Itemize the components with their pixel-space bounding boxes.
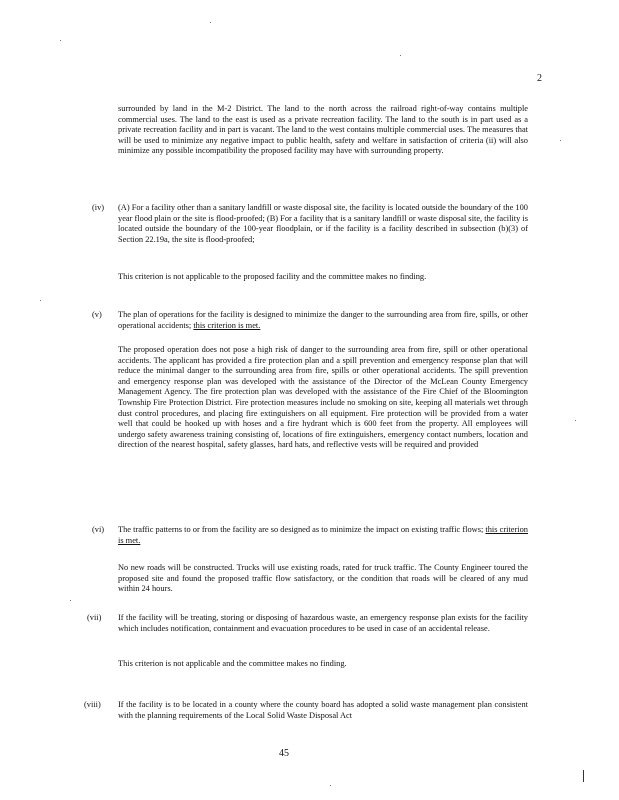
criterion-text-vi-body: The traffic patterns to or from the facility are so designed as to minimize the impact on existing traffic flows; [118, 525, 484, 534]
scan-speck [210, 22, 211, 23]
criterion-met-v: this criterion is met. [193, 320, 261, 330]
criterion-finding-v: The proposed operation does not pose a high risk of danger to the surrounding area from fire, spill or other operational accidents. The applicant has provided a fire protection plan and a spill prevention and emergency response plan that will reduce the minimal danger to the surrounding area from fire, spills or other operational accidents. The spill prevention and emergency response plan was developed with the assistance of the Director of the McLean County Emergency Management Agency. The fire protection plan was developed with the assistance of the Fire Chief of the Bloomington Township Fire Protection District. Fire protection measures include no smoking on site, keeping all materials wet through dust control procedures, and placing fire extinguishers on all equipment. Fire protection will be provided from a water well that could be hooked up with hoses and a fire hydrant which is 600 feet from the property. All employees will undergo safety awareness training consisting of, locations of fire extinguishers, emergency contact numbers, location and direction of the nearest hospital, safety glasses, hard hats, and reflective vests will be required and provided [118, 345, 528, 450]
intro-paragraph: surrounded by land in the M-2 District. The land to the north across the railroad right-of-way contains multiple commercial uses. The land to the east is used as a private recreation facility. The land to the south is in part used as a private recreation facility and in part is vacant. The land to the west contains multiple commercial uses. The measures that will be used to minimize any negative impact to public health, safety and welfare in satisfaction of criteria (ii) will also minimize any possible incompatibility the proposed facility may have with surrounding property. [118, 104, 528, 156]
criterion-met-vi: this criterion is met. [118, 525, 528, 545]
corner-page-number: 2 [537, 73, 542, 84]
criterion-text-vii: If the facility will be treating, storing or disposing of hazardous waste, an emergency response plan exists for the facility which includes notification, containment and evacuation procedures to be used in case of an accidental release. [118, 613, 528, 633]
criterion-text-vi [118, 525, 528, 546]
criterion-text-v [118, 310, 528, 331]
scan-speck [575, 420, 576, 421]
criterion-finding-vi: No new roads will be constructed. Trucks will use existing roads, rated for truck traffic. The County Engineer toured the proposed site and found the proposed traffic flow satisfactory, or the condition that roads will be cleared of any mud within 24 hours. [118, 563, 528, 594]
criterion-finding-vii: This criterion is not applicable and the committee makes no finding. [118, 659, 347, 668]
criterion-finding-iv: This criterion is not applicable to the proposed facility and the committee makes no finding. [118, 272, 427, 281]
page-number: 45 [279, 748, 289, 759]
scan-speck [400, 55, 401, 56]
criterion-label-vii: (vii) [87, 613, 102, 622]
criterion-text-v-body: The plan of operations for the facility is designed to minimize the danger to the surrounding area from fire, spills, or other operational accidents; [118, 310, 528, 330]
criterion-label-iv: (iv) [92, 203, 105, 212]
scan-speck [330, 785, 331, 786]
scan-speck [60, 40, 61, 41]
criterion-label-viii: (viii) [84, 700, 101, 709]
scan-edge-mark [583, 770, 584, 782]
criterion-text-viii: If the facility is to be located in a county where the county board has adopted a solid waste management plan consistent with the planning requirements of the Local Solid Waste Disposal Act [118, 700, 528, 720]
criterion-text-iv: (A) For a facility other than a sanitary landfill or waste disposal site, the facility is located outside the boundary of the 100 year flood plain or the site is flood-proofed; (B) For a facility that is a sanitary landfill or waste disposal site, the facility is located outside the boundary of the 100-year floodplain, or if the facility is a facility described in subsection (b)(3) of Section 22.19a, the site is flood-proofed; [118, 203, 528, 244]
criterion-label-v: (v) [92, 310, 102, 319]
scan-speck [560, 140, 561, 141]
scan-speck [70, 600, 71, 601]
criterion-label-vi: (vi) [92, 525, 105, 534]
scan-speck [40, 300, 41, 301]
